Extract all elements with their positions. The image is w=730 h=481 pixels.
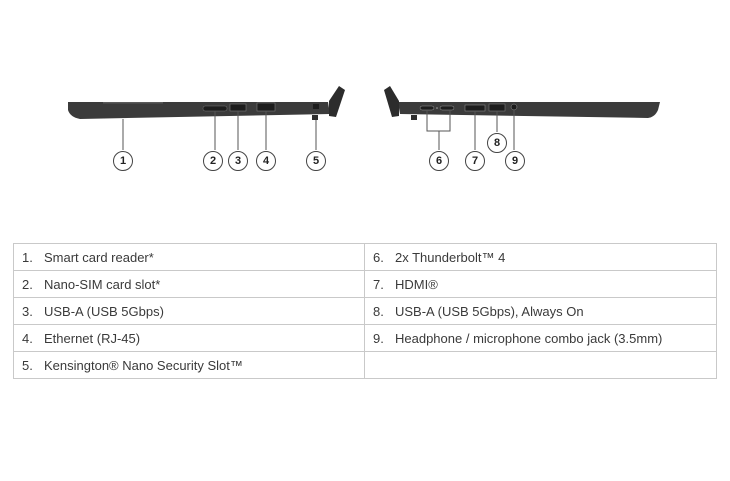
- table-row: [14, 271, 717, 298]
- port-label: HDMI®: [395, 276, 438, 292]
- usb-a-port-left: [230, 104, 246, 111]
- port-number: 7.: [373, 276, 384, 292]
- port-cell: [14, 325, 365, 352]
- port-cell: [365, 298, 717, 325]
- port-cell: [365, 244, 717, 271]
- nano-sim-port: [203, 106, 227, 111]
- port-cell: [14, 271, 365, 298]
- port-number: 3.: [22, 303, 33, 319]
- right-foot: [411, 115, 417, 120]
- security-slot: [313, 104, 319, 109]
- port-cell: [14, 244, 365, 271]
- port-label: Smart card reader*: [44, 249, 154, 265]
- left-laptop-lid: [329, 86, 345, 117]
- port-diagram: [0, 0, 730, 200]
- callout-5: 5: [306, 151, 326, 171]
- table-row: [14, 244, 717, 271]
- hdmi-port: [465, 105, 485, 111]
- table-row: [14, 352, 717, 379]
- port-number: 9.: [373, 330, 384, 346]
- table-row: [14, 325, 717, 352]
- table-row: [14, 298, 717, 325]
- callout-9: 9: [505, 151, 525, 171]
- ports-legend-table: [13, 243, 717, 379]
- smart-card-slot: [103, 102, 163, 104]
- left-laptop-base: [68, 102, 330, 119]
- port-number: 6.: [373, 249, 384, 265]
- port-cell: [14, 298, 365, 325]
- port-number: 2.: [22, 276, 33, 292]
- port-cell: [365, 271, 717, 298]
- port-label: Headphone / microphone combo jack (3.5mm): [395, 330, 663, 346]
- usb-a-port-right: [489, 104, 505, 111]
- callout-4: 4: [256, 151, 276, 171]
- port-number: 5.: [22, 357, 33, 373]
- port-label: USB-A (USB 5Gbps): [44, 303, 164, 319]
- port-label: USB-A (USB 5Gbps), Always On: [395, 303, 584, 319]
- port-label: Nano-SIM card slot*: [44, 276, 161, 292]
- callout-6: 6: [429, 151, 449, 171]
- port-label: Kensington® Nano Security Slot™: [44, 357, 243, 373]
- callout-8: 8: [487, 133, 507, 153]
- thunderbolt-port-2: [440, 106, 454, 110]
- empty-cell: [365, 352, 717, 379]
- callout-3: 3: [228, 151, 248, 171]
- audio-jack: [511, 104, 517, 110]
- port-number: 8.: [373, 303, 384, 319]
- ethernet-port: [257, 103, 275, 111]
- port-label: Ethernet (RJ-45): [44, 330, 141, 346]
- thunderbolt-port-1: [420, 106, 434, 110]
- port-cell: [14, 352, 365, 379]
- right-laptop-base: [398, 102, 660, 118]
- right-side-view: [384, 86, 660, 120]
- status-led: [436, 107, 438, 109]
- callout-7: 7: [465, 151, 485, 171]
- callout-1: 1: [113, 151, 133, 171]
- laptop-side-views: [0, 0, 730, 200]
- port-cell: [365, 325, 717, 352]
- port-number: 4.: [22, 330, 33, 346]
- port-number: 1.: [22, 249, 33, 265]
- right-laptop-lid: [384, 86, 399, 117]
- port-label: 2x Thunderbolt™ 4: [395, 249, 506, 265]
- left-side-view: [68, 86, 345, 120]
- left-foot: [312, 115, 318, 120]
- callout-2: 2: [203, 151, 223, 171]
